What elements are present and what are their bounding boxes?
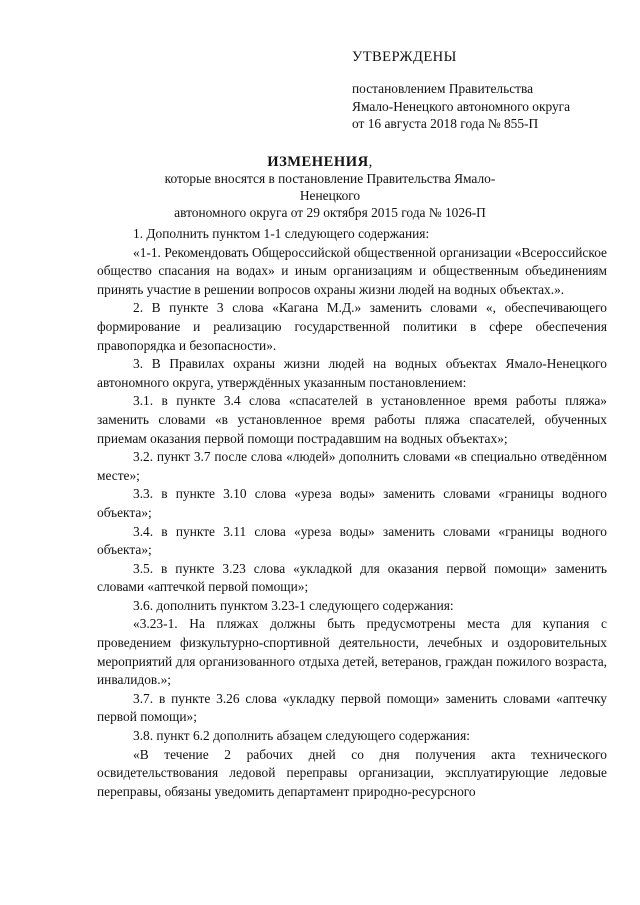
paragraph-item-1-1: «1-1. Рекомендовать Общероссийской общественной организации «Всероссийское общество спасания на водах» и иным организациям и общественным объединениям принять участие в решении вопросов охраны жизни людей на водных объектах.». xyxy=(97,244,607,297)
paragraph-item-3-7: 3.7. в пункте 3.26 слова «укладку первой помощи» заменить словами «аптечку первой помощи»; xyxy=(97,690,607,725)
paragraph-item-3-3: 3.3. в пункте 3.10 слова «уреза воды» заменить словами «границы водного объекта»; xyxy=(97,486,607,520)
paragraph-item-3-23-1: «3.23-1. На пляжах должны быть предусмотрены места для купания с проведением физкультурно-спортивной деятельности, лечебных и оздоровительных мероприятий для организованного отдыха детей, ветеранов, граждан пожилого возраста, инвалидов.»; xyxy=(97,616,607,688)
document-subtitle xyxy=(150,170,510,222)
paragraph-item-quote: «В течение 2 рабочих дней со дня получения акта технического освидетельствования ледовой переправы организации, эксплуатирующие ледовые переправы, обязаны уведомить департамент природно-ресурсного xyxy=(97,746,607,799)
paragraph-item-3: 3. В Правилах охраны жизни людей на водных объектах Ямало-Ненецкого автономного округа, утверждённых указанным постановлением: xyxy=(97,356,607,390)
paragraph-item-2: 2. В пункте 3 слова «Кагана М.Д.» заменить словами «, обеспечивающего формирование и реализацию государственной политики в сфере обеспечения правопорядка и безопасности». xyxy=(97,300,607,353)
document-body xyxy=(97,225,607,801)
approval-stamp-title: УТВЕРЖДЕНЫ xyxy=(352,49,457,65)
paragraph-item-1: 1. Дополнить пунктом 1-1 следующего содержания: xyxy=(133,226,430,241)
approval-line: Ямало-Ненецкого автономного округа xyxy=(352,98,571,114)
paragraph-item-3-5: 3.5. в пункте 3.23 слова «укладкой для оказания первой помощи» заменить словами «аптечкой первой помощи»; xyxy=(97,560,607,595)
subtitle-line: которые вносятся в постановление Правительства Ямало-Ненецкого xyxy=(164,171,496,204)
approval-line: от 16 августа 2018 года № 855-П xyxy=(352,116,539,131)
subtitle-line: автономного округа от 29 октября 2015 года № 1026-П xyxy=(174,205,486,221)
paragraph-item-3-1: 3.1. в пункте 3.4 слова «спасателей в установленное время работы пляжа» заменить словами «в установленное время работы пляжа спасателей, обученных приемам оказания первой помощи пострадавшим на водных объектах»; xyxy=(97,393,607,446)
paragraph-item-3-4: 3.4. в пункте 3.11 слова «уреза воды» заменить словами «границы водного объекта»; xyxy=(97,523,607,558)
paragraph-item-3-6: 3.6. дополнить пунктом 3.23-1 следующего содержания: xyxy=(133,597,454,613)
document-title xyxy=(0,153,640,172)
paragraph-item-3-2: 3.2. пункт 3.7 после слова «людей» дополнить словами «в специально отведённом месте»; xyxy=(97,449,607,483)
title-heading: ИЗМЕНЕНИЯ xyxy=(267,154,369,170)
paragraph-item-3-8: 3.8. пункт 6.2 дополнить абзацем следующего содержания: xyxy=(133,728,470,744)
approval-details xyxy=(352,80,632,133)
title-heading-suffix: , xyxy=(368,154,373,170)
approval-line: постановлением Правительства xyxy=(352,81,534,96)
